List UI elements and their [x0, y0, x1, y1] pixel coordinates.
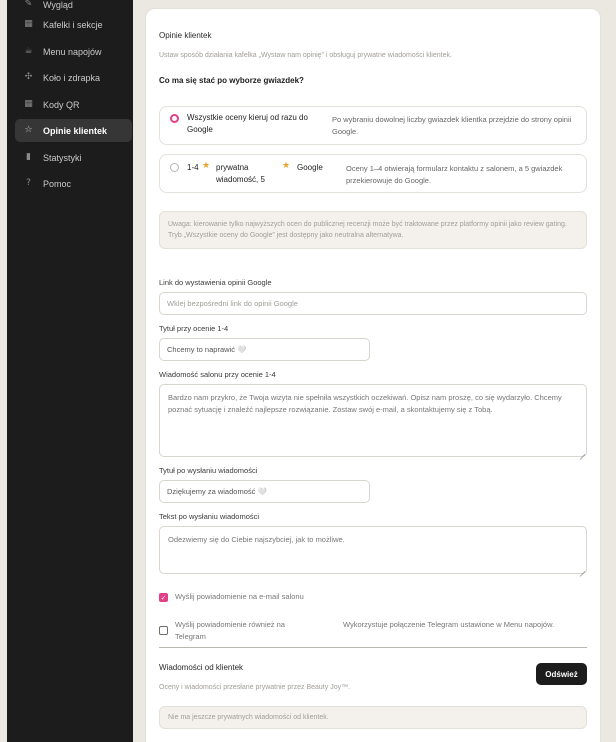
sidebar-item-label: Wygląd	[43, 0, 73, 10]
message-low-textarea[interactable]	[159, 384, 587, 457]
option-split-radio[interactable]	[170, 163, 179, 172]
sidebar-item-opinie[interactable]	[15, 119, 132, 142]
help-icon: ?	[26, 178, 31, 188]
title-after-input[interactable]: Dziękujemy za wiadomość 🤍	[159, 480, 370, 503]
notify-email-checkbox[interactable]: ✓	[160, 594, 167, 602]
option-split-google: Google	[297, 163, 323, 172]
sidebar-item-kafelki[interactable]	[15, 13, 132, 36]
sidebar-item-label: Statystyki	[43, 152, 82, 163]
notify-telegram-checkbox[interactable]	[159, 626, 168, 635]
option-split-range: 1-4	[187, 163, 199, 172]
sidebar-item-menu-napojow[interactable]	[15, 40, 132, 63]
resize-handle-icon[interactable]	[579, 566, 585, 572]
section-divider	[159, 647, 587, 648]
star-icon: ☆	[24, 125, 33, 135]
option-all-radio[interactable]	[170, 114, 179, 123]
sidebar-item-kolo-zdrapka[interactable]	[15, 66, 132, 89]
notify-telegram-label: Wyślij powiadomienie również na Telegram	[175, 620, 285, 641]
message-low-text: Bardzo nam przykro, że Twoja wizyta nie spełniła wszystkich oczekiwań. Opisz nam proszę, co się wydarzyło. Chcemy poznać sytuację i znaleźć najlepsze rozwiązanie. Zostaw swój e-mail, a skontaktujemy się z Tobą.	[168, 393, 562, 414]
option-all-description: Po wybraniu dowolnej liczby gwiazdek klientka przejdzie do strony opinii Google.	[332, 115, 572, 136]
sidebar-item-kody-qr[interactable]	[15, 93, 132, 116]
google-link-label: Link do wystawienia opinii Google	[159, 278, 272, 287]
messages-subtitle: Oceny i wiadomości przesłane prywatnie przez Beauty Joy™.	[159, 684, 351, 691]
cup-icon: ☕	[24, 46, 33, 56]
sidebar-item-label: Kafelki i sekcje	[43, 19, 103, 30]
messages-title: Wiadomości od klientek	[159, 663, 244, 672]
star-icon: ★	[282, 161, 291, 171]
option-split-private: prywatna wiadomość, 5	[216, 163, 265, 184]
notify-email-label: Wyślij powiadomienie na e-mail salonu	[175, 592, 304, 601]
title-low-label: Tytuł przy ocenie 1-4	[159, 324, 229, 333]
title-low-input[interactable]: Chcemy to naprawić 🤍	[159, 338, 370, 361]
section-title: Opinie klientek	[159, 31, 212, 40]
reviews-settings-card	[145, 8, 601, 742]
notify-telegram-hint: Wykorzystuje połączenie Telegram ustawione w Menu napojów.	[343, 620, 555, 629]
sidebar-item-label: Kody QR	[43, 99, 80, 110]
option-split-description: Oceny 1–4 otwierają formularz kontaktu z salonem, a 5 gwiazdek przekierowuje do Google.	[346, 164, 563, 185]
text-after-label: Tekst po wysłaniu wiadomości	[159, 512, 260, 521]
google-link-input[interactable]: Wklej bezpośredni link do opinii Google	[159, 292, 587, 315]
sidebar-item-pomoc[interactable]	[15, 172, 132, 195]
chart-icon: ▮	[26, 152, 31, 162]
qr-icon: ▦	[24, 99, 33, 109]
option-split-routing[interactable]	[159, 154, 587, 193]
grid-icon: ▦	[24, 19, 33, 29]
sidebar-item-label: Koło i zdrapka	[43, 72, 101, 83]
sidebar-item-label: Pomoc	[43, 178, 72, 189]
review-gating-warning: Uwaga: kierowanie tylko najwyższych ocen do publicznej recenzji może być traktowane przez platformy opinii jako review gating. Tryb „Wszystkie oceny do Google” jest dostępny jako neutralna alternatywa.	[159, 211, 587, 249]
text-after-text: Odezwiemy się do Ciebie najszybciej, jak to możliwe.	[168, 535, 345, 544]
wheel-icon: ✣	[24, 72, 33, 82]
sidebar-item-label: Menu napojów	[43, 46, 102, 57]
refresh-button[interactable]: Odśwież	[536, 663, 587, 685]
resize-handle-icon[interactable]	[579, 449, 585, 455]
sidebar	[7, 0, 133, 742]
option-all-label: Wszystkie oceny kieruj od razu do Google	[187, 113, 308, 134]
message-low-label: Wiadomość salonu przy ocenie 1-4	[159, 370, 276, 379]
messages-empty-state: Nie ma jeszcze prywatnych wiadomości od klientek.	[159, 706, 587, 729]
sidebar-item-label: Opinie klientek	[43, 125, 108, 136]
title-after-label: Tytuł po wysłaniu wiadomości	[159, 466, 258, 475]
option-all-to-google[interactable]	[159, 106, 587, 145]
sidebar-item-statystyki[interactable]	[15, 146, 132, 169]
section-subtitle: Ustaw sposób działania kafelka „Wystaw nam opinię” i obsługuj prywatne wiadomości klientek.	[159, 52, 452, 59]
star-icon: ★	[202, 161, 211, 171]
question-heading: Co ma się stać po wyborze gwiazdek?	[159, 76, 304, 85]
brush-icon: ✎	[24, 0, 33, 9]
text-after-textarea[interactable]	[159, 526, 587, 574]
